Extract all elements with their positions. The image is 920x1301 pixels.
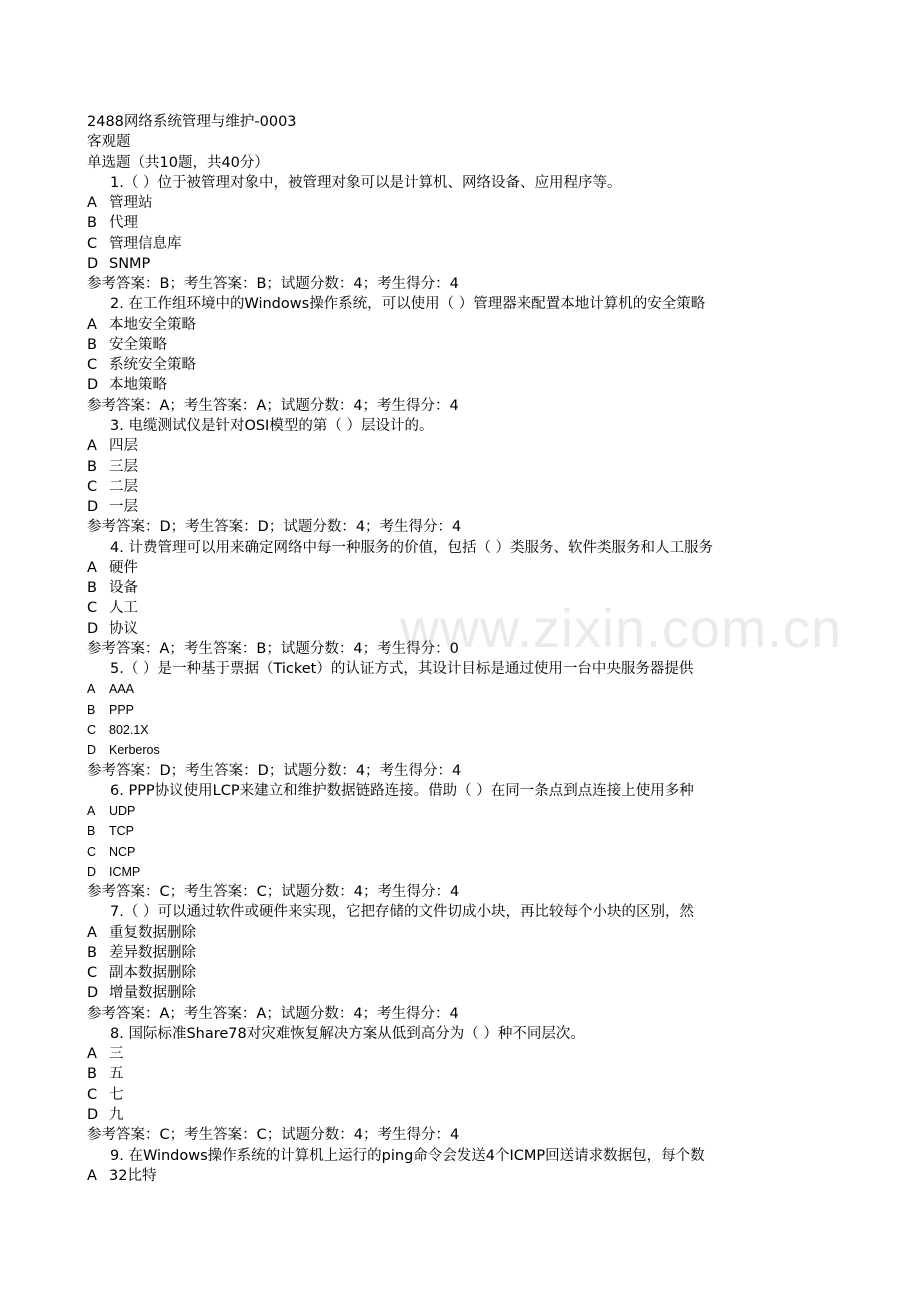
option-letter: A: [87, 438, 97, 455]
question-text: 2. 在工作组环境中的Windows操作系统，可以使用（ ）管理器来配置本地计算机的安全策略: [110, 296, 706, 313]
option-letter: D: [87, 255, 99, 272]
option-row: [87, 234, 793, 254]
option-row: [87, 1085, 793, 1105]
option-row: [87, 963, 793, 983]
question-block: [87, 1024, 793, 1146]
option-letter: D: [87, 620, 99, 637]
question-list: [87, 173, 793, 1186]
option-text: 安全策略: [109, 336, 167, 353]
option-letter: D: [87, 377, 99, 394]
option-letter: C: [87, 722, 97, 737]
option-text: UDP: [109, 804, 136, 819]
question-block: [87, 173, 793, 295]
option-letter: C: [87, 600, 98, 617]
option-letter: B: [87, 1066, 97, 1083]
option-text: 人工: [109, 600, 138, 617]
answer-line: 参考答案：A；考生答案：B；试题分数：4；考生得分：0: [87, 640, 459, 657]
watermark: www.zixin.com.cn: [400, 599, 843, 659]
option-row: [87, 943, 793, 963]
option-text: 副本数据删除: [109, 965, 196, 982]
option-text: 管理信息库: [109, 235, 182, 252]
question-text: 7.（ ）可以通过软件或硬件来实现，它把存储的文件切成小块，再比较每个小块的区别，然: [110, 904, 694, 921]
option-letter: B: [87, 702, 96, 717]
question-text: 9. 在Windows操作系统的计算机上运行的ping命令会发送4个ICMP回送请求数据包，每个数: [110, 1147, 705, 1164]
option-text: 三层: [109, 458, 138, 475]
option-row: [87, 983, 793, 1003]
document-body: [87, 112, 793, 1186]
option-letter: A: [87, 1046, 97, 1063]
option-letter: D: [87, 743, 97, 758]
option-row: [87, 1044, 793, 1064]
option-text: TCP: [109, 824, 134, 839]
option-text: 增量数据删除: [109, 985, 196, 1002]
option-text: 重复数据删除: [109, 924, 196, 941]
option-letter: D: [87, 985, 99, 1002]
option-letter: A: [87, 804, 96, 819]
option-row: [87, 355, 793, 375]
option-row: [87, 193, 793, 213]
option-letter: B: [87, 215, 97, 232]
option-letter: B: [87, 824, 96, 839]
option-text: 三: [109, 1046, 124, 1063]
option-row: [87, 801, 793, 821]
option-row: [87, 1064, 793, 1084]
option-row: [87, 375, 793, 395]
option-text: PPP: [109, 702, 135, 717]
option-text: 协议: [109, 620, 138, 637]
answer-line: 参考答案：A；考生答案：A；试题分数：4；考生得分：4: [87, 1005, 459, 1022]
option-letter: A: [87, 682, 96, 697]
option-row: [87, 254, 793, 274]
question-text: 1.（ ）位于被管理对象中，被管理对象可以是计算机、网络设备、应用程序等。: [110, 174, 622, 191]
question-text: 3. 电缆测试仪是针对OSI模型的第（ ）层设计的。: [110, 417, 434, 434]
option-row: [87, 700, 793, 720]
question-block: [87, 538, 793, 660]
option-row: [87, 457, 793, 477]
option-text: 七: [109, 1086, 124, 1103]
option-letter: B: [87, 458, 97, 475]
option-letter: C: [87, 478, 98, 495]
option-letter: D: [87, 499, 99, 516]
option-row: [87, 740, 793, 760]
answer-line: 参考答案：B；考生答案：B；试题分数：4；考生得分：4: [87, 276, 459, 293]
option-text: 本地安全策略: [109, 316, 196, 333]
option-letter: D: [87, 864, 97, 879]
option-text: NCP: [109, 844, 136, 859]
option-letter: C: [87, 1086, 98, 1103]
question-text: 6. PPP协议使用LCP来建立和维护数据链路连接。借助（ ）在同一条点到点连接上使用多种: [110, 782, 694, 799]
question-block: [87, 416, 793, 538]
option-text: 802.1X: [109, 722, 149, 737]
question-block: [87, 1146, 793, 1187]
option-row: [87, 679, 793, 699]
option-row: [87, 842, 793, 862]
option-letter: A: [87, 195, 97, 212]
option-row: [87, 436, 793, 456]
option-row: [87, 213, 793, 233]
option-row: [87, 497, 793, 517]
option-letter: B: [87, 580, 97, 597]
option-row: [87, 720, 793, 740]
option-text: 代理: [109, 215, 138, 232]
option-text: 设备: [109, 580, 138, 597]
option-text: ICMP: [109, 864, 141, 879]
option-text: 九: [109, 1107, 124, 1124]
question-category: 客观题: [87, 134, 131, 151]
option-row: [87, 558, 793, 578]
answer-line: 参考答案：D；考生答案：D；试题分数：4；考生得分：4: [87, 519, 462, 536]
section-heading: 单选题（共10题，共40分）: [87, 154, 269, 171]
option-row: [87, 335, 793, 355]
option-row: [87, 598, 793, 618]
option-text: 系统安全策略: [109, 357, 196, 374]
option-row: [87, 821, 793, 841]
option-row: [87, 578, 793, 598]
option-text: 差异数据删除: [109, 944, 196, 961]
option-letter: A: [87, 924, 97, 941]
question-block: [87, 659, 793, 781]
option-text: 硬件: [109, 559, 138, 576]
option-letter: D: [87, 1107, 99, 1124]
option-letter: C: [87, 357, 98, 374]
option-row: [87, 862, 793, 882]
answer-line: 参考答案：C；考生答案：C；试题分数：4；考生得分：4: [87, 884, 460, 901]
question-block: [87, 294, 793, 416]
option-text: 二层: [109, 478, 138, 495]
option-text: 五: [109, 1066, 124, 1083]
option-text: 一层: [109, 499, 138, 516]
option-text: Kerberos: [109, 743, 160, 758]
question-text: 8. 国际标准Share78对灾难恢复解决方案从低到高分为（ ）种不同层次。: [110, 1025, 585, 1042]
option-row: [87, 315, 793, 335]
option-text: 管理站: [109, 195, 153, 212]
option-text: 本地策略: [109, 377, 167, 394]
option-row: [87, 477, 793, 497]
option-row: [87, 923, 793, 943]
document-title: 2488网络系统管理与维护-0003: [87, 114, 297, 130]
option-text: AAA: [109, 682, 135, 697]
question-text: 4. 计费管理可以用来确定网络中每一种服务的价值，包括（ ）类服务、软件类服务和人工服务: [110, 539, 714, 556]
option-letter: A: [87, 316, 97, 333]
option-letter: B: [87, 944, 97, 961]
option-letter: A: [87, 1167, 97, 1184]
option-row: [87, 619, 793, 639]
option-text: 四层: [109, 438, 138, 455]
option-letter: C: [87, 235, 98, 252]
question-block: [87, 781, 793, 903]
option-letter: C: [87, 844, 97, 859]
option-letter: A: [87, 559, 97, 576]
option-letter: B: [87, 336, 97, 353]
question-text: 5.（ ）是一种基于票据（Ticket）的认证方式，其设计目标是通过使用一台中央服务器提供: [110, 661, 694, 678]
answer-line: 参考答案：D；考生答案：D；试题分数：4；考生得分：4: [87, 762, 462, 779]
option-letter: C: [87, 965, 98, 982]
option-row: [87, 1166, 793, 1186]
option-text: 32比特: [109, 1167, 157, 1184]
question-block: [87, 902, 793, 1024]
option-text: SNMP: [109, 255, 151, 272]
option-row: [87, 1105, 793, 1125]
answer-line: 参考答案：C；考生答案：C；试题分数：4；考生得分：4: [87, 1127, 460, 1144]
answer-line: 参考答案：A；考生答案：A；试题分数：4；考生得分：4: [87, 397, 459, 414]
